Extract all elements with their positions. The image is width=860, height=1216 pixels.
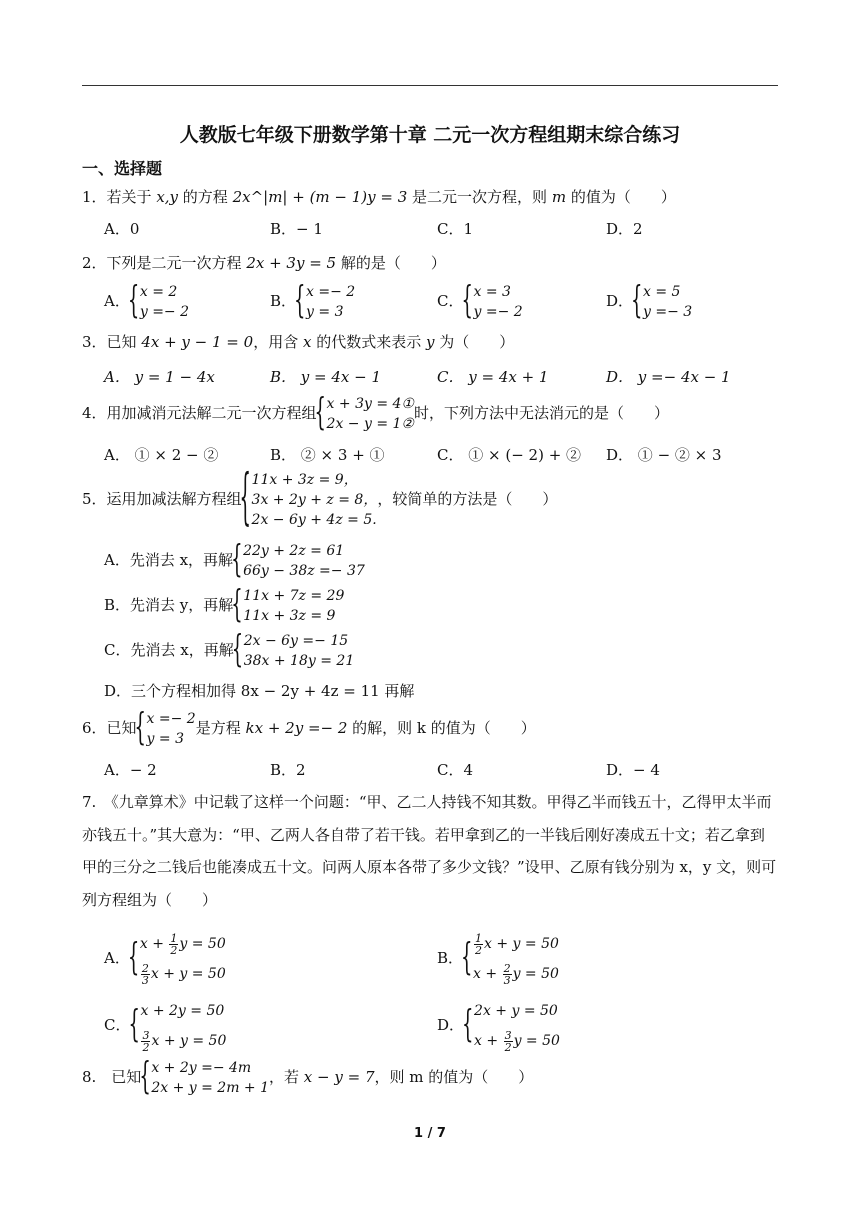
q1-option-a[interactable]: A．0 [104,220,140,238]
section-heading: 一、选择题 [82,159,163,178]
question-2: 2．下列是二元一次方程 2x + 3y = 5 解的是（ ） [82,254,446,272]
header-rule [82,85,778,86]
q1-option-d[interactable]: D．2 [606,220,643,238]
q2-option-a[interactable]: A． { x = 2 y =− 2 [104,282,189,322]
q7-option-a[interactable]: A． { x + $\frac{1}{2}$ y = 50 $\frac{2}{3}$ x + y = 50 [104,929,226,989]
q6-option-b[interactable]: B．2 [270,761,306,779]
q5-option-c[interactable]: C．先消去 x，再解 { 2x − 6y =− 15 38x + 18y = 21 [104,631,354,671]
q4-option-a[interactable]: A． ① × 2 − ② [104,446,219,464]
q5-option-d[interactable]: D．三个方程相加得 8x − 2y + 4z = 11 再解 [104,682,415,700]
q3-option-d[interactable]: D． y =− 4x − 1 [606,368,731,386]
q4-option-c[interactable]: C． ① × (− 2) + ② [437,446,582,464]
q3-option-b[interactable]: B． y = 4x − 1 [270,368,382,386]
q7-option-d[interactable]: D． { 2x + y = 50 x + $\frac{3}{2}$ y = 50 [437,996,560,1056]
question-7: 7. 《九章算术》中记载了这样一个问题：“甲、乙二人持钱不知其数。甲得乙半而钱五十，乙得甲太半而亦钱五十。”其大意为：“甲、乙两人各自带了若干钱。若甲拿到乙的一半钱后刚好凑成五十文；若乙拿到甲的三分之二钱后也能凑成五十文。问两人原本各带了多少文钱？”设甲、乙原有钱分别为 x，y 文，则可列方程组为（ ） [82,793,777,910]
question-3: 3．已知 4x + y − 1 = 0，用含 x 的代数式来表示 y 为（ ） [82,333,515,351]
q1-option-c[interactable]: C．1 [437,220,474,238]
question-5: 5．运用加减法解方程组 { 11x + 3z = 9， 3x + 2y + z = 8， 2x − 6y + 4z = 5. ，较简单的方法是（ ） [82,470,557,530]
question-8: 8. 已知 { x + 2y =− 4m 2x + y = 2m + 1 ，若 x − y = 7，则 m 的值为（ ） [82,1058,533,1098]
q5-option-b[interactable]: B．先消去 y，再解 { 11x + 7z = 29 11x + 3z = 9 [104,586,344,626]
page-number: 1 / 7 [414,1126,446,1141]
q4-option-b[interactable]: B． ② × 3 + ① [270,446,385,464]
q7-option-b[interactable]: B． { $\frac{1}{2}$ x + y = 50 x + $\frac{2}{3}$ y = 50 [437,929,559,989]
q4-option-d[interactable]: D． ① − ② × 3 [606,446,722,464]
q7-option-c[interactable]: C． { x + 2y = 50 $\frac{3}{2}$ x + y = 50 [104,996,226,1056]
q2-option-d[interactable]: D． { x = 5 y =− 3 [606,282,692,322]
q6-option-c[interactable]: C．4 [437,761,474,779]
question-1: 1．若关于 x,y 的方程 2x^|m| + (m − 1)y = 3 是二元一次方程，则 m 的值为（ ） [82,188,676,206]
q3-option-c[interactable]: C． y = 4x + 1 [437,368,549,386]
page-title: 人教版七年级下册数学第十章 二元一次方程组期末综合练习 [179,124,681,146]
q6-option-a[interactable]: A．− 2 [104,761,157,779]
q2-option-b[interactable]: B． { x =− 2 y = 3 [270,282,355,322]
q1-option-b[interactable]: B．− 1 [270,220,323,238]
question-4: 4．用加减消元法解二元一次方程组 { x + 3y = 4① 2x − y = 1② 时，下列方法中无法消元的是（ ） [82,394,669,434]
q6-option-d[interactable]: D．− 4 [606,761,660,779]
q2-option-c[interactable]: C． { x = 3 y =− 2 [437,282,523,322]
question-6: 6．已知 { x =− 2 y = 3 是方程 kx + 2y =− 2 的解，则 k 的值为（ ） [82,709,536,749]
q5-option-a[interactable]: A．先消去 x，再解 { 22y + 2z = 61 66y − 38z =− 37 [104,541,365,581]
q3-option-a[interactable]: A． y = 1 − 4x [104,368,215,386]
